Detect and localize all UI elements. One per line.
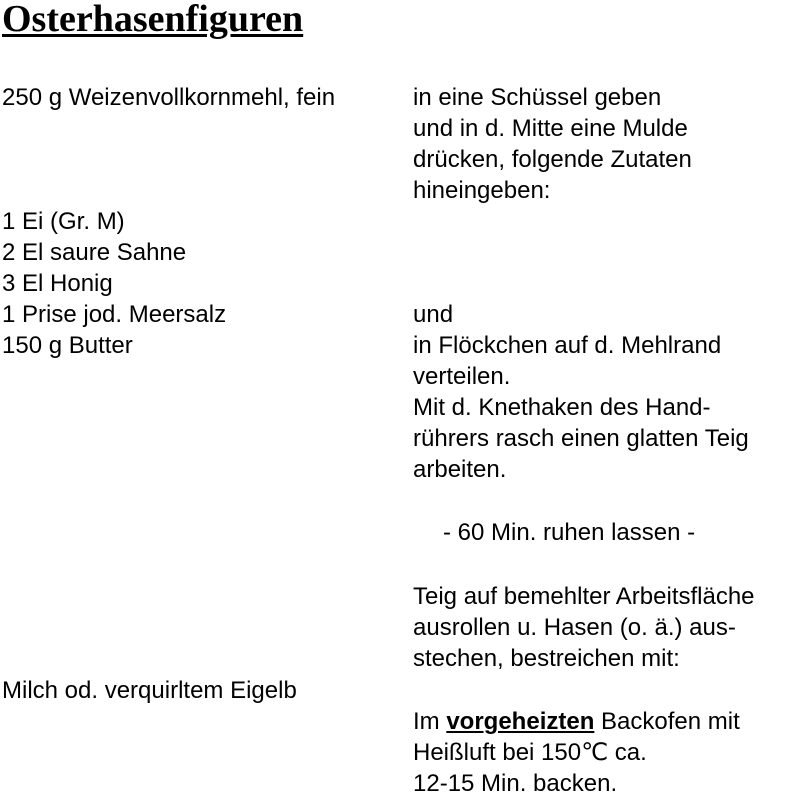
ingredient-line: 3 El Honig — [2, 270, 113, 297]
instruction-line: und in d. Mitte eine Mulde — [413, 115, 688, 142]
ingredient-line: 1 Ei (Gr. M) — [2, 208, 125, 235]
ingredient-line: 150 g Butter — [2, 332, 133, 359]
instruction-line: 12-15 Min. backen. — [413, 770, 618, 797]
instruction-line: stechen, bestreichen mit: — [413, 645, 680, 672]
instruction-line: drücken, folgende Zutaten — [413, 146, 692, 173]
instruction-line: rührers rasch einen glatten Teig — [413, 425, 749, 452]
instruction-line — [413, 706, 740, 737]
ingredient-line: 1 Prise jod. Meersalz — [2, 301, 227, 328]
instruction-line: und — [413, 301, 454, 328]
instruction-line: arbeiten. — [413, 456, 507, 483]
instruction-line: Teig auf bemehlter Arbeitsfläche — [413, 583, 755, 610]
instruction-line: in eine Schüssel geben — [413, 84, 662, 111]
rest-note: - 60 Min. ruhen lassen - — [443, 519, 696, 546]
ingredient-line: Milch od. verquirltem Eigelb — [2, 677, 297, 704]
ingredient-line: 250 g Weizenvollkornmehl, fein — [2, 84, 336, 111]
instruction-line: ausrollen u. Hasen (o. ä.) aus- — [413, 614, 736, 641]
instruction-line: hineingeben: — [413, 177, 551, 204]
recipe-title: Osterhasenfiguren — [2, 0, 304, 40]
ingredient-line: 2 El saure Sahne — [2, 239, 187, 266]
instruction-text: Backofen mit — [594, 708, 740, 735]
instruction-line: in Flöckchen auf d. Mehlrand — [413, 332, 722, 359]
instruction-text: Im — [413, 708, 447, 735]
instruction-line: Heißluft bei 150℃ ca. — [413, 739, 647, 766]
instruction-line: verteilen. — [413, 363, 511, 390]
highlight-preheated: vorgeheizten — [446, 708, 595, 735]
instruction-line: Mit d. Knethaken des Hand- — [413, 394, 711, 421]
